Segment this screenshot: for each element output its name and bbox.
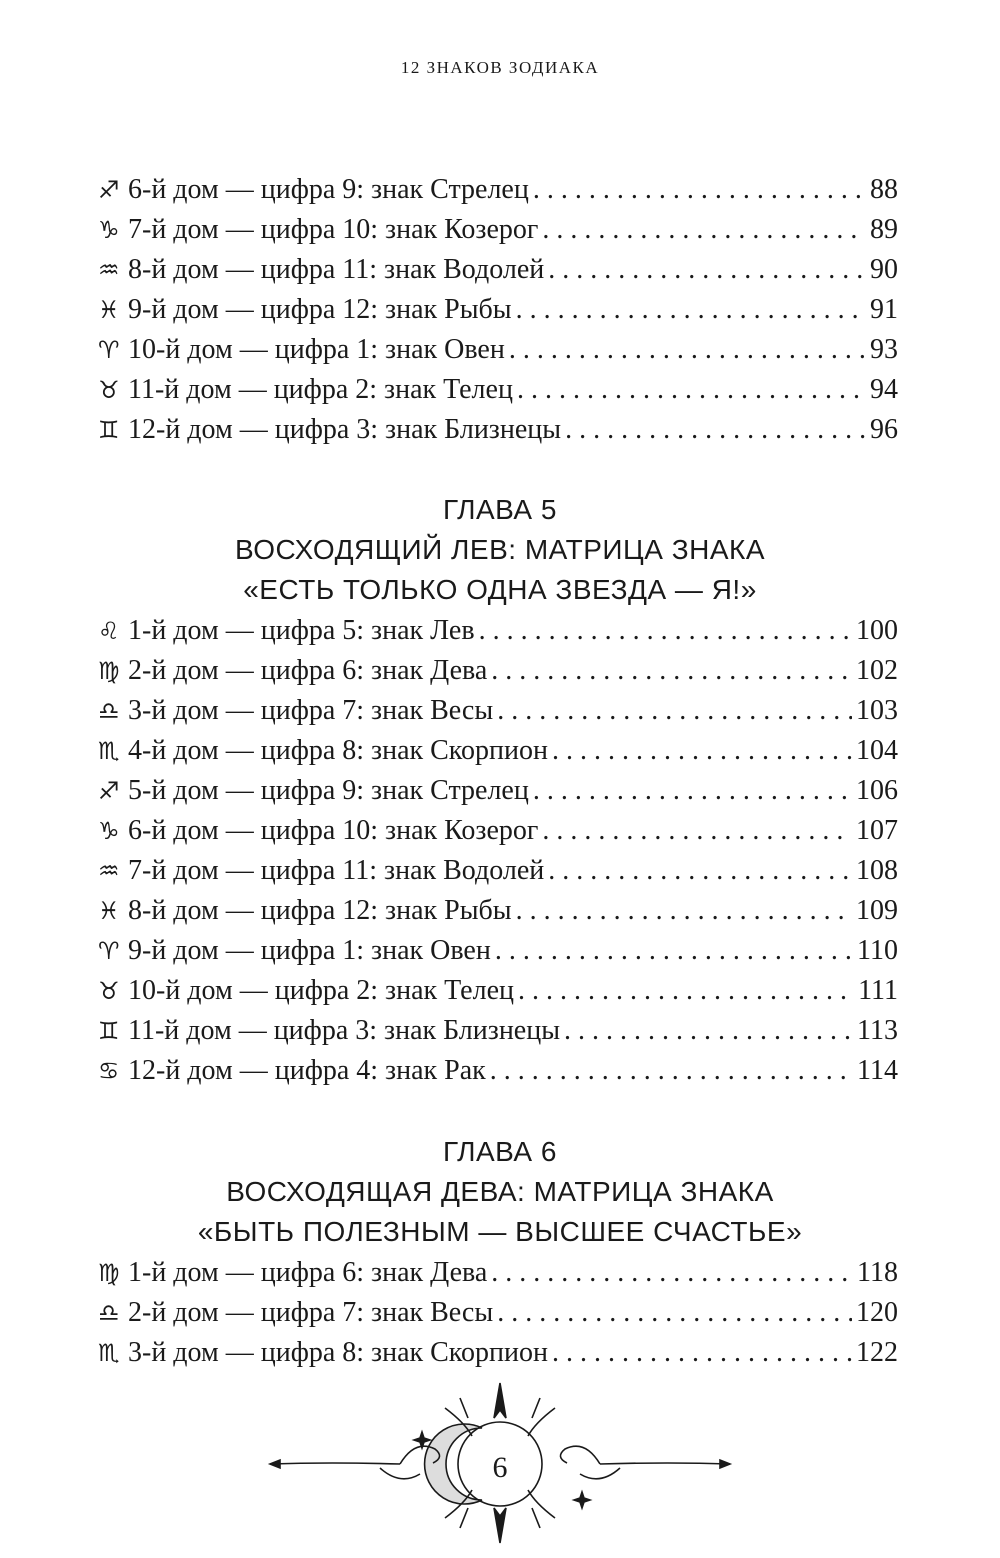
toc-entry-title: 2-й дом — цифра 7: знак Весы	[128, 1297, 494, 1328]
toc-entry-title: 10-й дом — цифра 1: знак Овен	[128, 334, 505, 365]
toc-entry	[98, 851, 898, 891]
toc-entry	[98, 771, 898, 811]
zodiac-sign-icon: ♌	[98, 617, 120, 645]
running-head: 12 ЗНАКОВ ЗОДИАКА	[400, 58, 600, 77]
chapter-5-label: ГЛАВА 5	[443, 494, 557, 525]
toc-entry	[98, 811, 898, 851]
dot-leader	[542, 210, 866, 250]
chapter-6-heading	[0, 1132, 1000, 1252]
toc-entry	[98, 410, 898, 450]
toc-entry-page: 108	[856, 855, 898, 886]
toc-entry	[98, 931, 898, 971]
zodiac-sign-icon: ♏	[98, 1339, 120, 1367]
chapter-5-subtitle: «ЕСТЬ ТОЛЬКО ОДНА ЗВЕЗДА — Я!»	[243, 574, 757, 605]
dot-leader	[490, 1051, 853, 1091]
chapter-6-title: ВОСХОДЯЩАЯ ДЕВА: МАТРИЦА ЗНАКА	[226, 1176, 774, 1207]
chapter-5-title: ВОСХОДЯЩИЙ ЛЕВ: МАТРИЦА ЗНАКА	[234, 534, 765, 565]
toc-entry-page: 93	[870, 334, 898, 365]
toc-entry-page: 110	[857, 935, 898, 966]
toc-entry-page: 104	[856, 735, 898, 766]
zodiac-sign-icon: ♊	[98, 1017, 120, 1045]
toc-entry-page: 103	[856, 695, 898, 726]
toc-entry-title: 12-й дом — цифра 4: знак Рак	[128, 1055, 486, 1086]
toc-entry-title: 3-й дом — цифра 7: знак Весы	[128, 695, 494, 726]
toc-entry	[98, 971, 898, 1011]
chapter-6-label: ГЛАВА 6	[443, 1136, 557, 1167]
dot-leader	[552, 1333, 852, 1373]
toc-entry-page: 91	[870, 294, 898, 325]
dot-leader	[495, 931, 853, 971]
toc-entry-page: 94	[870, 374, 898, 405]
toc-entry-page: 96	[870, 414, 898, 445]
toc-entry	[98, 1333, 898, 1373]
toc-entry-title: 3-й дом — цифра 8: знак Скорпион	[128, 1337, 548, 1368]
toc-entry-title: 6-й дом — цифра 9: знак Стрелец	[128, 174, 529, 205]
zodiac-sign-icon: ♎	[98, 697, 120, 725]
zodiac-sign-icon: ♊	[98, 416, 120, 444]
toc-entry-title: 7-й дом — цифра 10: знак Козерог	[128, 214, 539, 245]
dot-leader	[518, 971, 854, 1011]
zodiac-sign-icon: ♏	[98, 737, 120, 765]
toc-entry-title: 4-й дом — цифра 8: знак Скорпион	[128, 735, 548, 766]
toc-entry-page: 118	[857, 1257, 898, 1288]
dot-leader	[497, 1293, 852, 1333]
toc-entry	[98, 1011, 898, 1051]
toc-entry-page: 107	[856, 815, 898, 846]
toc-entry	[98, 611, 898, 651]
dot-leader	[497, 691, 852, 731]
toc-entry-page: 122	[856, 1337, 898, 1368]
toc-entry	[98, 330, 898, 370]
toc-entry	[98, 731, 898, 771]
toc-entry-title: 8-й дом — цифра 12: знак Рыбы	[128, 895, 512, 926]
toc-entry-title: 5-й дом — цифра 9: знак Стрелец	[128, 775, 529, 806]
toc-entry-page: 89	[870, 214, 898, 245]
dot-leader	[533, 771, 852, 811]
dot-leader	[491, 651, 852, 691]
toc-entry-page: 120	[856, 1297, 898, 1328]
zodiac-sign-icon: ♐	[98, 176, 120, 204]
toc-entry	[98, 1051, 898, 1091]
toc-entry-page: 106	[856, 775, 898, 806]
dot-leader	[552, 731, 852, 771]
dot-leader	[564, 1011, 853, 1051]
toc-entry	[98, 370, 898, 410]
toc-entry-page: 100	[856, 615, 898, 646]
dot-leader	[533, 170, 866, 210]
zodiac-sign-icon: ♍	[98, 1259, 120, 1287]
toc-entry-title: 11-й дом — цифра 2: знак Телец	[128, 374, 513, 405]
toc-entry-page: 114	[857, 1055, 898, 1086]
dot-leader	[548, 250, 866, 290]
zodiac-sign-icon: ♑	[98, 216, 120, 244]
page-number: 6	[492, 1451, 508, 1484]
zodiac-sign-icon: ♈	[98, 336, 120, 364]
toc-entry	[98, 891, 898, 931]
zodiac-sign-icon: ♒	[98, 256, 120, 284]
chapter-5-heading	[0, 490, 1000, 610]
toc-entry-page: 109	[856, 895, 898, 926]
zodiac-sign-icon: ♓	[98, 897, 120, 925]
toc-entry-title: 7-й дом — цифра 11: знак Водолей	[128, 855, 545, 886]
zodiac-sign-icon: ♓	[98, 296, 120, 324]
zodiac-sign-icon: ♒	[98, 857, 120, 885]
zodiac-sign-icon: ♐	[98, 777, 120, 805]
toc-entry-title: 8-й дом — цифра 11: знак Водолей	[128, 254, 545, 285]
chapter-6-subtitle: «БЫТЬ ПОЛЕЗНЫМ — ВЫСШЕЕ СЧАСТЬЕ»	[197, 1216, 803, 1247]
zodiac-sign-icon: ♈	[98, 937, 120, 965]
dot-leader	[509, 330, 866, 370]
toc-group-2	[98, 611, 898, 1091]
toc-entry	[98, 1253, 898, 1293]
toc-entry-page: 88	[870, 174, 898, 205]
toc-entry	[98, 691, 898, 731]
toc-entry-page: 90	[870, 254, 898, 285]
dot-leader	[548, 851, 852, 891]
dot-leader	[516, 290, 866, 330]
toc-entry-title: 6-й дом — цифра 10: знак Козерог	[128, 815, 539, 846]
toc-entry-title: 1-й дом — цифра 5: знак Лев	[128, 615, 475, 646]
toc-entry	[98, 651, 898, 691]
toc-entry	[98, 250, 898, 290]
toc-entry-title: 9-й дом — цифра 12: знак Рыбы	[128, 294, 512, 325]
toc-group-3	[98, 1253, 898, 1373]
toc-entry-page: 102	[856, 655, 898, 686]
toc-group-1	[98, 170, 898, 450]
dot-leader	[479, 611, 852, 651]
toc-entry-title: 9-й дом — цифра 1: знак Овен	[128, 935, 491, 966]
toc-entry	[98, 290, 898, 330]
zodiac-sign-icon: ♍	[98, 657, 120, 685]
toc-entry	[98, 210, 898, 250]
zodiac-sign-icon: ♎	[98, 1299, 120, 1327]
toc-entry-title: 12-й дом — цифра 3: знак Близнецы	[128, 414, 562, 445]
toc-entry-title: 10-й дом — цифра 2: знак Телец	[128, 975, 514, 1006]
zodiac-sign-icon: ♉	[98, 376, 120, 404]
dot-leader	[565, 410, 866, 450]
toc-entry	[98, 1293, 898, 1333]
dot-leader	[542, 811, 852, 851]
toc-entry-title: 1-й дом — цифра 6: знак Дева	[128, 1257, 488, 1288]
zodiac-sign-icon: ♋	[98, 1057, 120, 1085]
dot-leader	[516, 891, 852, 931]
toc-entry	[98, 170, 898, 210]
dot-leader	[517, 370, 866, 410]
toc-entry-title: 2-й дом — цифра 6: знак Дева	[128, 655, 488, 686]
toc-entry-page: 113	[857, 1015, 898, 1046]
zodiac-sign-icon: ♑	[98, 817, 120, 845]
toc-entry-page: 111	[858, 975, 898, 1006]
toc-entry-title: 11-й дом — цифра 3: знак Близнецы	[128, 1015, 561, 1046]
zodiac-sign-icon: ♉	[98, 977, 120, 1005]
dot-leader	[491, 1253, 853, 1293]
